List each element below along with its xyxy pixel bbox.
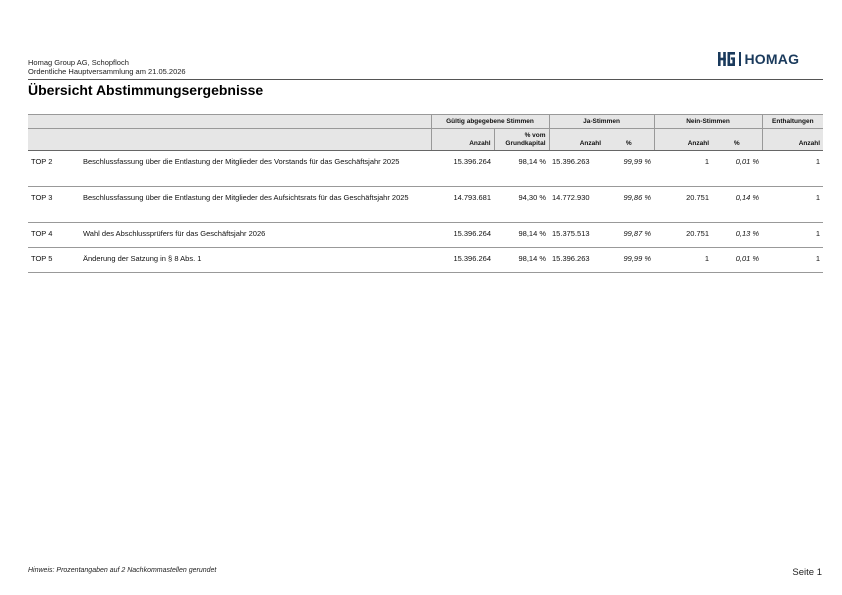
yes-pct: 99,86 % bbox=[604, 187, 654, 223]
agenda-item: TOP 3 bbox=[28, 187, 79, 223]
logo-wordmark: HOMAG bbox=[744, 50, 800, 67]
col-valid-pct bbox=[494, 129, 549, 151]
company-line: Homag Group AG, Schopfloch bbox=[28, 58, 129, 67]
valid-count: 14.793.681 bbox=[431, 187, 494, 223]
agenda-item: TOP 5 bbox=[28, 248, 79, 273]
table-group-header-row bbox=[28, 115, 823, 129]
col-yes-pct: % bbox=[604, 129, 654, 151]
group-no-votes: Nein-Stimmen bbox=[654, 115, 762, 129]
logo-separator bbox=[739, 52, 741, 66]
group-yes-votes: Ja-Stimmen bbox=[549, 115, 654, 129]
meeting-line: Ordentliche Hauptversammlung am 21.05.2026 bbox=[28, 67, 186, 76]
valid-count: 15.396.264 bbox=[431, 151, 494, 187]
yes-count: 14.772.930 bbox=[549, 187, 604, 223]
group-valid-votes: Gültig abgegebene Stimmen bbox=[431, 115, 549, 129]
yes-pct: 99,99 % bbox=[604, 151, 654, 187]
agenda-item: TOP 4 bbox=[28, 223, 79, 248]
no-count: 20.751 bbox=[654, 223, 712, 248]
no-count: 20.751 bbox=[654, 187, 712, 223]
abstain-count: 1 bbox=[762, 151, 823, 187]
col-no-pct: % bbox=[712, 129, 762, 151]
abstain-count: 1 bbox=[762, 223, 823, 248]
col-valid-pct-line1: % vom bbox=[524, 132, 546, 139]
abstain-count: 1 bbox=[762, 187, 823, 223]
no-pct: 0,14 % bbox=[712, 187, 762, 223]
no-pct: 0,13 % bbox=[712, 223, 762, 248]
no-pct: 0,01 % bbox=[712, 248, 762, 273]
valid-pct: 98,14 % bbox=[494, 248, 549, 273]
no-count: 1 bbox=[654, 248, 712, 273]
rounding-footnote: Hinweis: Prozentangaben auf 2 Nachkommastellen gerundet bbox=[28, 567, 217, 574]
valid-count: 15.396.264 bbox=[431, 248, 494, 273]
yes-pct: 99,87 % bbox=[604, 223, 654, 248]
page-number: Seite 1 bbox=[792, 567, 822, 578]
valid-pct: 98,14 % bbox=[494, 223, 549, 248]
yes-count: 15.396.263 bbox=[549, 248, 604, 273]
col-no-count: Anzahl bbox=[654, 129, 712, 151]
resolution-text: Wahl des Abschlussprüfers für das Geschäftsjahr 2026 bbox=[79, 223, 431, 248]
table-row bbox=[28, 223, 823, 248]
header-divider bbox=[28, 79, 823, 80]
table-row bbox=[28, 187, 823, 223]
page-title: Übersicht Abstimmungsergebnisse bbox=[28, 82, 264, 98]
document-header bbox=[28, 58, 823, 76]
col-yes-count: Anzahl bbox=[549, 129, 604, 151]
resolution-text: Beschlussfassung über die Entlastung der Mitglieder des Vorstands für das Geschäftsjahr 2025 bbox=[79, 151, 431, 187]
col-valid-pct-line2: Grundkapital bbox=[505, 139, 546, 147]
yes-pct: 99,99 % bbox=[604, 248, 654, 273]
table-row bbox=[28, 248, 823, 273]
valid-pct: 98,14 % bbox=[494, 151, 549, 187]
agenda-item: TOP 2 bbox=[28, 151, 79, 187]
homag-logo bbox=[718, 51, 799, 66]
yes-count: 15.396.263 bbox=[549, 151, 604, 187]
group-abstentions: Enthaltungen bbox=[762, 115, 823, 129]
table-sub-header-row bbox=[28, 129, 823, 151]
abstain-count: 1 bbox=[762, 248, 823, 273]
col-abstain-count: Anzahl bbox=[762, 129, 823, 151]
header-blank bbox=[28, 115, 431, 129]
voting-results-table bbox=[28, 114, 823, 273]
table-row bbox=[28, 151, 823, 187]
sub-header-blank bbox=[28, 129, 431, 151]
homag-logo-mark-icon bbox=[718, 52, 735, 66]
col-valid-count: Anzahl bbox=[431, 129, 494, 151]
valid-pct: 94,30 % bbox=[494, 187, 549, 223]
no-count: 1 bbox=[654, 151, 712, 187]
resolution-text: Änderung der Satzung in § 8 Abs. 1 bbox=[79, 248, 431, 273]
no-pct: 0,01 % bbox=[712, 151, 762, 187]
resolution-text: Beschlussfassung über die Entlastung der Mitglieder des Aufsichtsrats für das Geschäftsjahr 2025 bbox=[79, 187, 431, 223]
yes-count: 15.375.513 bbox=[549, 223, 604, 248]
valid-count: 15.396.264 bbox=[431, 223, 494, 248]
